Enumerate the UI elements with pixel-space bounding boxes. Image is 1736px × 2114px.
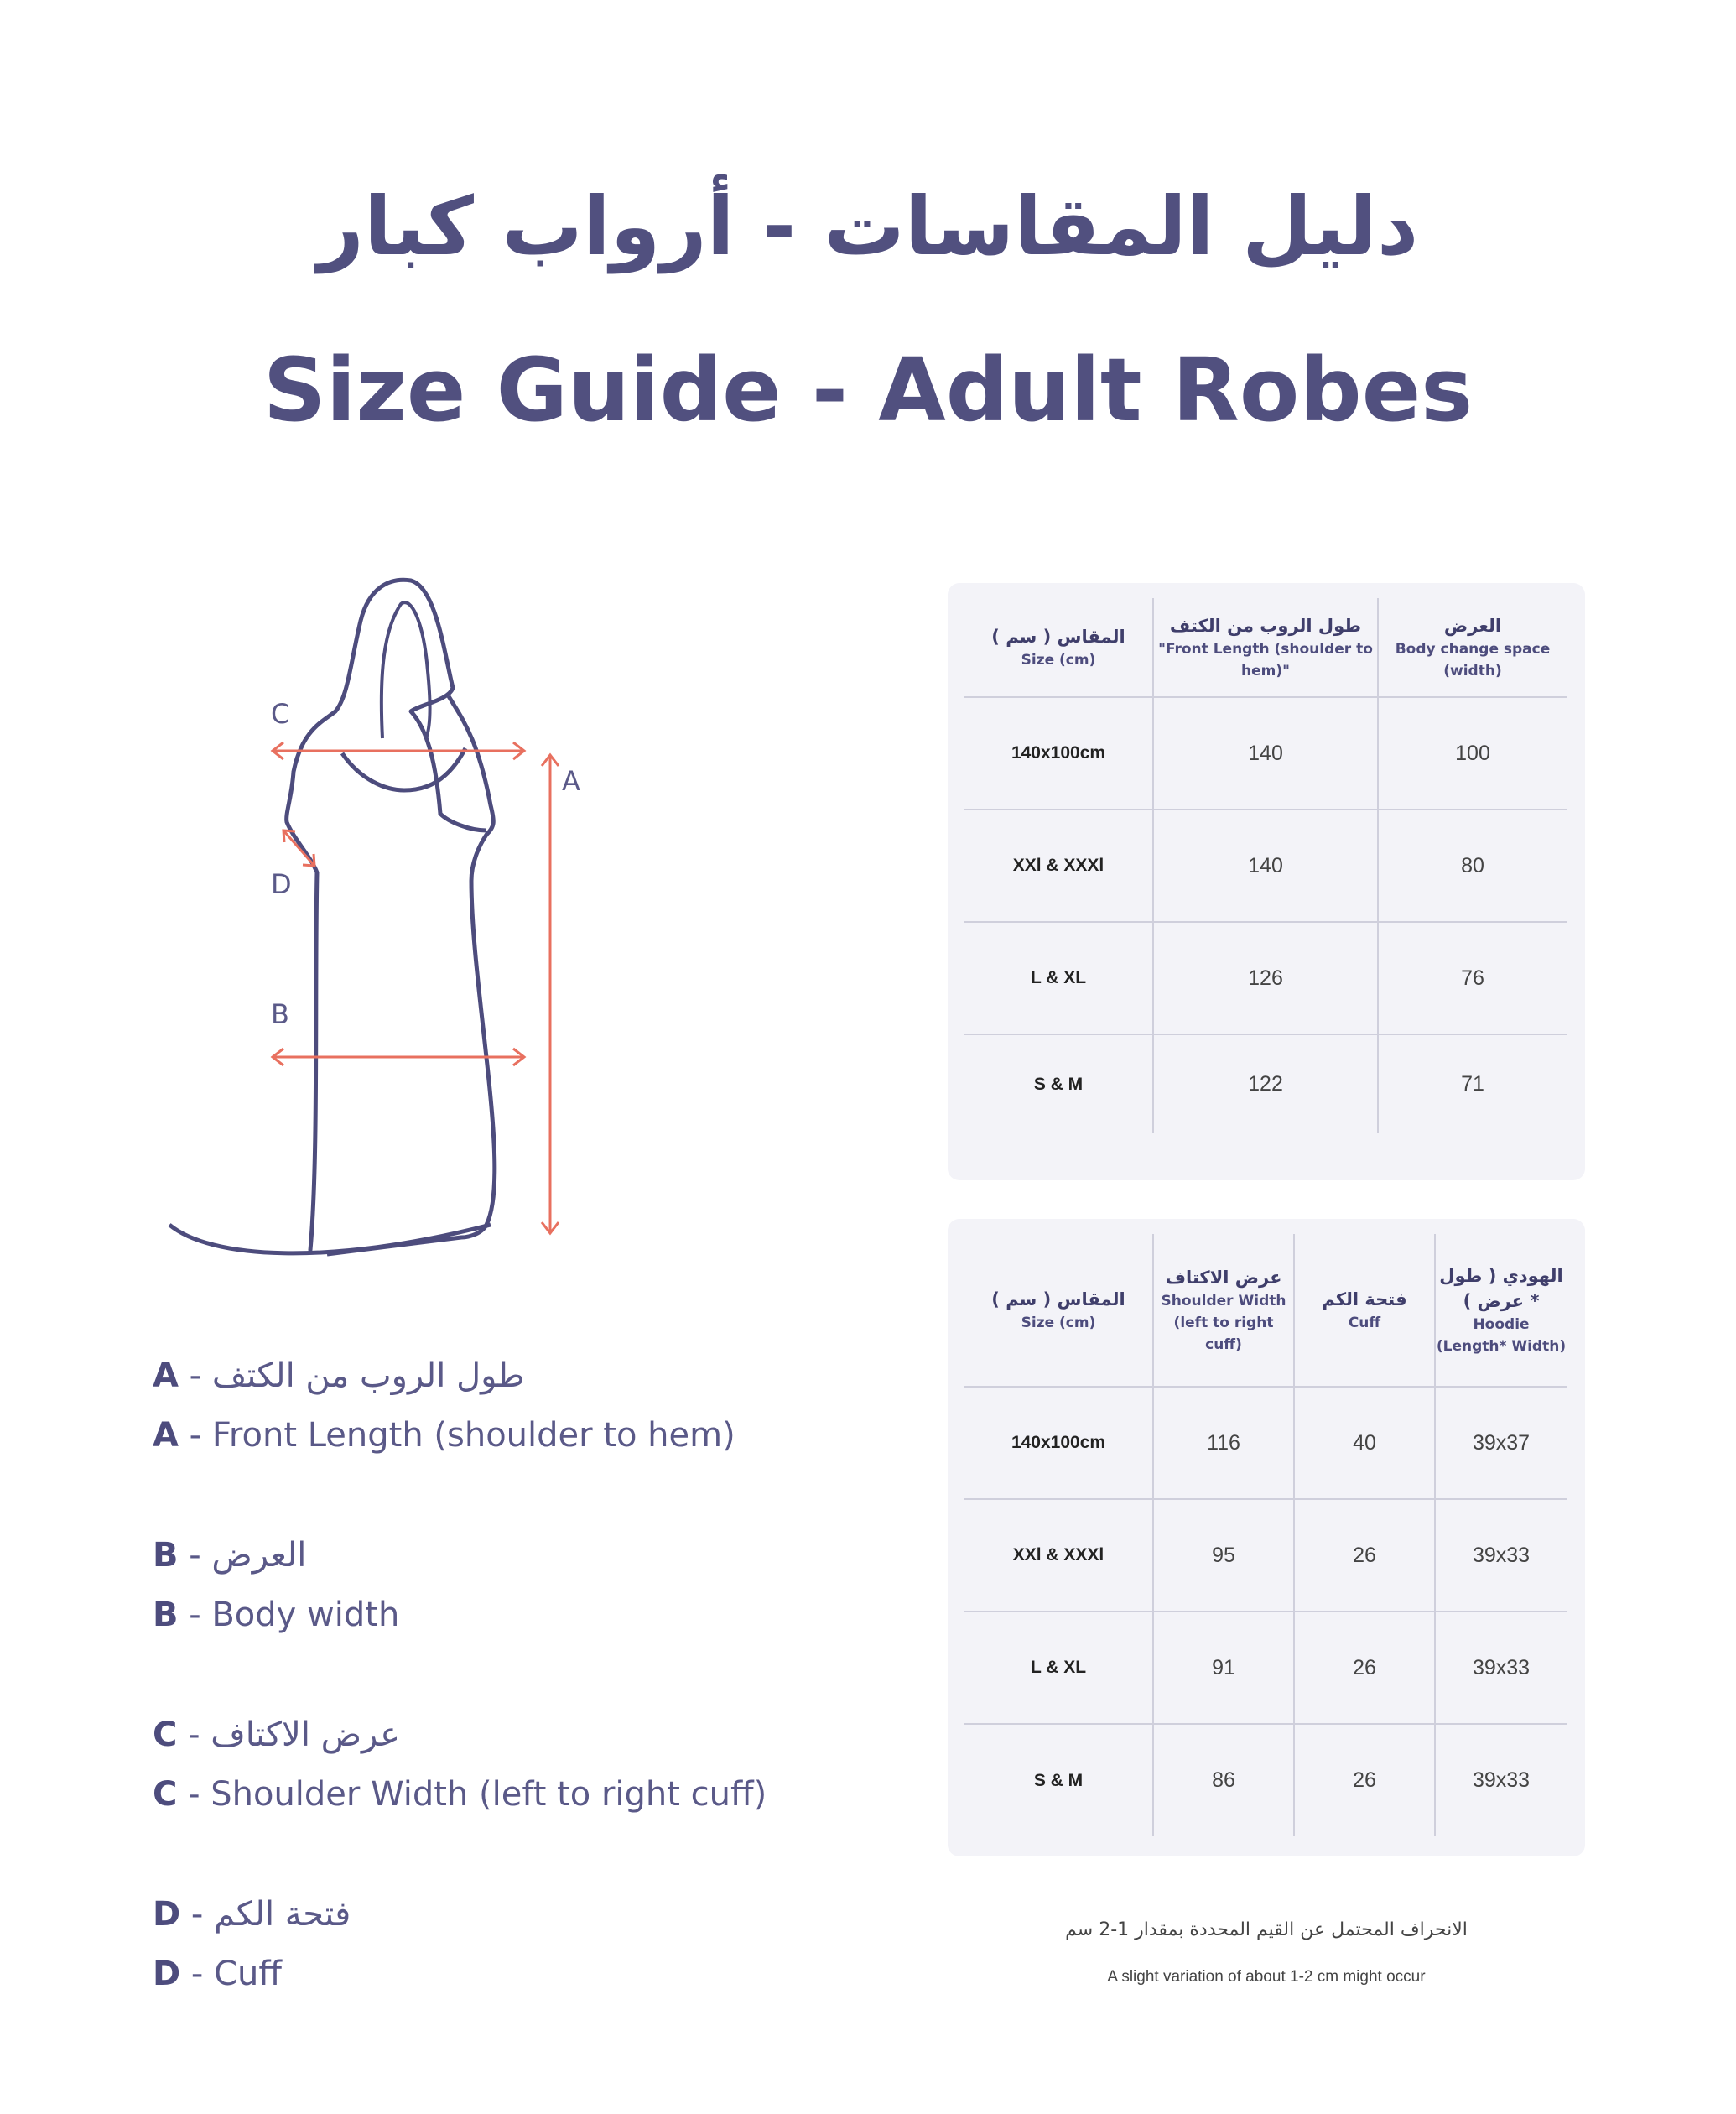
cell-cuff: 26 [1294, 1612, 1435, 1724]
cell-hoodie: 39x33 [1435, 1724, 1567, 1836]
size-table-length-width [964, 598, 1567, 1133]
legend-item: D - فتحة الكم [153, 1895, 351, 1934]
cell-size: XXl & XXXl [964, 810, 1153, 922]
legend-item: D - Cuff [153, 1955, 282, 1993]
diagram-label-a: A [562, 765, 580, 797]
cell-shoulder: 86 [1153, 1724, 1294, 1836]
table-row [964, 1387, 1567, 1499]
cell-length: 140 [1153, 697, 1378, 810]
table-row [964, 1499, 1567, 1612]
legend-item: A - Front Length (shoulder to hem) [153, 1416, 735, 1455]
table-row [964, 1034, 1567, 1133]
cell-length: 126 [1153, 922, 1378, 1034]
table-header-row [964, 598, 1567, 697]
measure-arrow-d [283, 830, 314, 866]
table-header-hoodie: الهودي ( طول * عرض ) Hoodie (Length* Width) [1435, 1234, 1567, 1387]
cell-shoulder: 95 [1153, 1499, 1294, 1612]
cell-width: 100 [1378, 697, 1567, 810]
legend-item: B - Body width [153, 1596, 400, 1634]
measurement-legend [153, 1346, 907, 2004]
cell-cuff: 26 [1294, 1724, 1435, 1836]
table-row [964, 1724, 1567, 1836]
cell-shoulder: 116 [1153, 1387, 1294, 1499]
cell-length: 140 [1153, 810, 1378, 922]
cell-size: S & M [1033, 1770, 1084, 1790]
legend-item: A - طول الروب من الكتف [153, 1356, 525, 1395]
table-row [964, 810, 1567, 922]
page-title-english: Size Guide - Adult Robes [262, 339, 1474, 441]
cell-size: 140x100cm [964, 1387, 1153, 1499]
cell-hoodie: 39x37 [1435, 1387, 1567, 1499]
size-table-length-width-card [948, 583, 1585, 1180]
table-row [964, 697, 1567, 810]
legend-item: C - Shoulder Width (left to right cuff) [153, 1775, 767, 1814]
cell-size: 140x100cm [964, 697, 1153, 810]
table-header-shoulder-width: عرض الاكتاف Shoulder Width (left to right cuff) [1153, 1234, 1294, 1387]
table-header-row [964, 1234, 1567, 1387]
table-header-width: العرض Body change space (width) [1378, 598, 1567, 697]
table-header-cuff: فتحة الكم Cuff [1294, 1234, 1435, 1387]
legend-item: B - العرض [153, 1536, 307, 1575]
table-header-size: المقاس ( سم ) Size (cm) [964, 598, 1153, 697]
page-title-arabic: دليل المقاسات - أرواب كبار [317, 180, 1419, 273]
diagram-label-d: D [271, 868, 292, 900]
cell-width: 71 [1378, 1034, 1567, 1133]
variation-note-english: A slight variation of about 1-2 cm might occur [1107, 1968, 1426, 1986]
legend-item: C - عرض الاكتاف [153, 1716, 400, 1754]
table-header-front-length: طول الروب من الكتف "Front Length (shoulder to hem)" [1153, 598, 1378, 697]
cell-size: XXl & XXXl [964, 1499, 1153, 1612]
size-table-shoulder-cuff-hoodie-card [948, 1219, 1585, 1856]
cell-width: 76 [1378, 922, 1567, 1034]
variation-note-arabic: الانحراف المحتمل عن القيم المحددة بمقدار 1-2 سم [1065, 1919, 1468, 1940]
table-row [964, 1612, 1567, 1724]
table-header-size: المقاس ( سم ) Size (cm) [964, 1234, 1153, 1387]
robe-measurement-diagram [159, 570, 595, 1275]
cell-cuff: 26 [1294, 1499, 1435, 1612]
measure-arrow-c [273, 742, 524, 759]
diagram-label-b: B [271, 998, 289, 1030]
cell-size: S & M [1033, 1074, 1084, 1094]
cell-width: 80 [1378, 810, 1567, 922]
cell-hoodie: 39x33 [1435, 1612, 1567, 1724]
cell-cuff: 40 [1294, 1387, 1435, 1499]
diagram-label-c: C [271, 698, 290, 730]
cell-size: L & XL [964, 1612, 1153, 1724]
cell-length: 122 [1153, 1034, 1378, 1133]
size-table-shoulder-cuff-hoodie [964, 1234, 1567, 1836]
measure-arrow-a [542, 755, 559, 1233]
cell-hoodie: 39x33 [1435, 1499, 1567, 1612]
table-row [964, 922, 1567, 1034]
cell-shoulder: 91 [1153, 1612, 1294, 1724]
cell-size: L & XL [964, 922, 1153, 1034]
